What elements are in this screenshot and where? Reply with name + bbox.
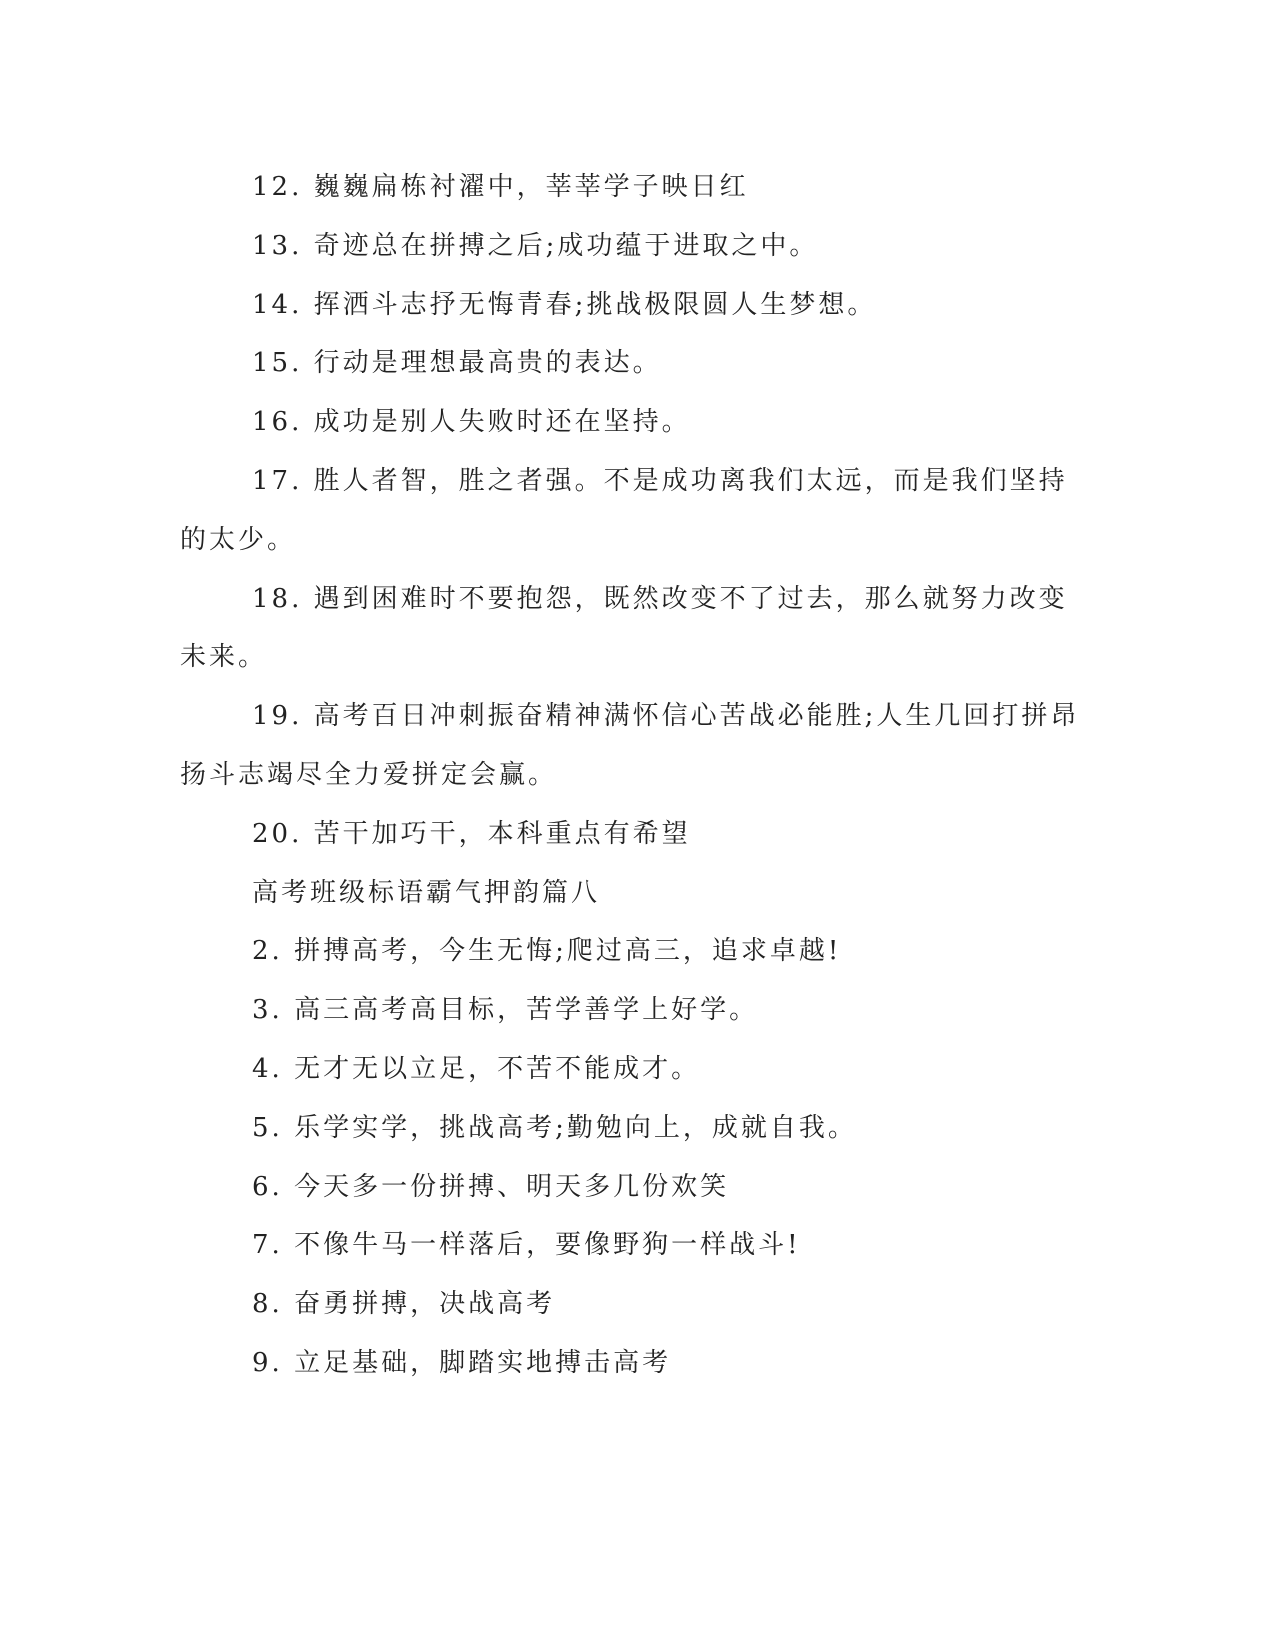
paragraph-16: 16. 成功是别人失败时还在坚持。 xyxy=(252,407,691,438)
document-body xyxy=(180,158,1080,1393)
paragraph-9: 9. 立足基础，脚踏实地搏击高考 xyxy=(252,1347,672,1378)
paragraph-7: 7. 不像牛马一样落后，要像野狗一样战斗! xyxy=(252,1230,801,1261)
paragraph-3: 3. 高三高考高目标，苦学善学上好学。 xyxy=(252,995,759,1026)
paragraph-6: 6. 今天多一份拼搏、明天多几份欢笑 xyxy=(252,1171,730,1202)
paragraph-15: 15. 行动是理想最高贵的表达。 xyxy=(252,348,662,379)
paragraph-18: 18. 遇到困难时不要抱怨，既然改变不了过去，那么就努力改变未来。 xyxy=(180,583,1068,673)
paragraph-12: 12. 巍巍扁栋衬濯中，莘莘学子映日红 xyxy=(252,172,749,202)
paragraph-8: 8. 奋勇拼搏，决战高考 xyxy=(252,1289,556,1320)
paragraph-20: 20. 苦干加巧干，本科重点有希望 xyxy=(252,818,691,849)
paragraph-2: 2. 拼搏高考，今生无悔;爬过高三，追求卓越! xyxy=(252,936,842,967)
paragraph-13: 13. 奇迹总在拼搏之后;成功蕴于进取之中。 xyxy=(252,230,819,261)
paragraph-14: 14. 挥洒斗志抒无悔青春;挑战极限圆人生梦想。 xyxy=(252,289,877,320)
paragraph-19: 19. 高考百日冲刺振奋精神满怀信心苦战必能胜;人生几回打拼昂扬斗志竭尽全力爱拼定会赢。 xyxy=(180,701,1080,790)
paragraph-4: 4. 无才无以立足，不苦不能成才。 xyxy=(252,1053,701,1084)
paragraph-5: 5. 乐学实学，挑战高考;勤勉向上，成就自我。 xyxy=(252,1112,857,1143)
paragraph-17: 17. 胜人者智，胜之者强。不是成功离我们太远，而是我们坚持的太少。 xyxy=(180,465,1068,555)
section-heading: 高考班级标语霸气押韵篇八 xyxy=(252,877,601,908)
